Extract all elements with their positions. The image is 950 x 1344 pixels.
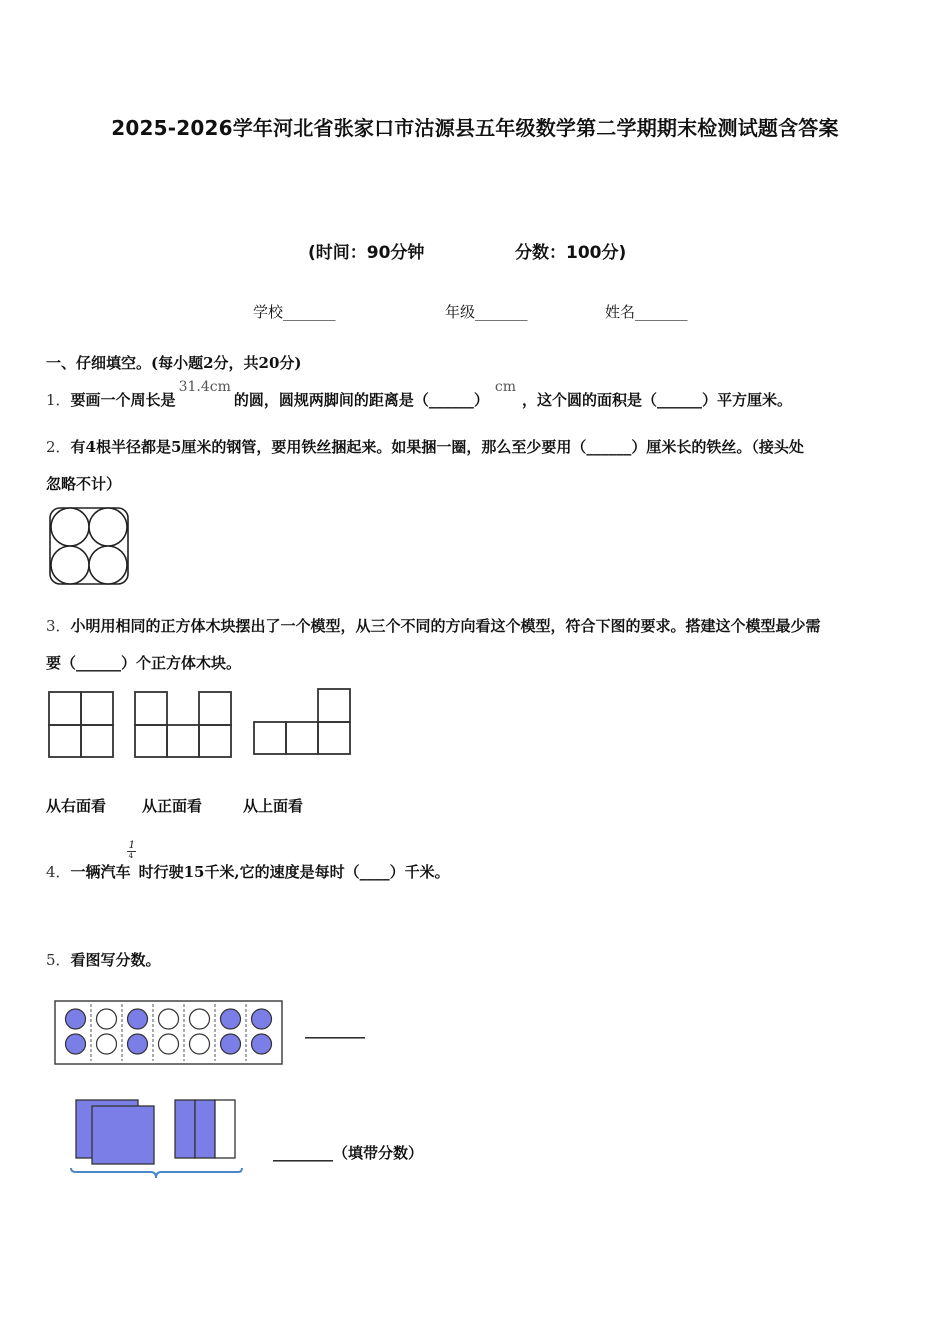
filled-circle bbox=[252, 1009, 272, 1029]
question-number: 2． bbox=[46, 438, 71, 456]
grade-field: 年级_______ bbox=[445, 303, 528, 321]
question-1 bbox=[46, 379, 793, 410]
right-view-grid bbox=[49, 692, 113, 757]
question-3-line-1 bbox=[46, 615, 821, 636]
square-part-shaded bbox=[175, 1100, 195, 1158]
question-2-line-2: 忽略不计） bbox=[46, 475, 122, 493]
q1-text-c: ，这个圆的面积是（______）平方厘米。 bbox=[522, 391, 793, 409]
view-label-top: 从上面看 bbox=[243, 797, 304, 815]
three-views-figure bbox=[46, 686, 356, 758]
question-number: 1． bbox=[46, 391, 71, 409]
page-title: 2025-2026学年河北省张家口市沽源县五年级数学第二学期期末检测试题含答案 bbox=[111, 116, 839, 140]
four-pipes-figure bbox=[46, 504, 132, 586]
q1-sup-unit: cm bbox=[494, 379, 516, 395]
empty-circle bbox=[97, 1009, 117, 1029]
question-4 bbox=[46, 840, 450, 882]
pipe-circle bbox=[89, 546, 127, 584]
brace bbox=[71, 1168, 242, 1178]
filled-circle bbox=[66, 1009, 86, 1029]
question-3-line-2: 要（______）个正方体木块。 bbox=[46, 654, 242, 672]
pipe-circle bbox=[51, 508, 89, 546]
whole-square-front bbox=[92, 1106, 154, 1164]
q4-text-a: 一辆汽车 bbox=[70, 863, 131, 881]
q1-text-b: 的圆，圆规两脚间的距离是（______） bbox=[233, 391, 489, 409]
empty-circle bbox=[159, 1009, 179, 1029]
question-number: 3． bbox=[46, 617, 71, 635]
front-view-grid bbox=[135, 692, 231, 757]
square-part-empty bbox=[215, 1100, 235, 1158]
filled-circle bbox=[66, 1034, 86, 1054]
filled-circle bbox=[221, 1009, 241, 1029]
q5-text: 看图写分数。 bbox=[70, 951, 161, 969]
exam-time: (时间：90分钟 bbox=[308, 243, 425, 263]
section-heading: 一、仔细填空。(每小题2分，共20分) bbox=[46, 354, 302, 372]
question-number: 5． bbox=[46, 951, 71, 969]
question-number: 4． bbox=[46, 863, 71, 881]
name-field: 姓名_______ bbox=[605, 303, 688, 321]
view-label-front: 从正面看 bbox=[142, 797, 203, 815]
fraction-denominator: 4 bbox=[128, 852, 134, 860]
filled-circle bbox=[128, 1009, 148, 1029]
square-part-shaded bbox=[195, 1100, 215, 1158]
empty-circle bbox=[190, 1034, 210, 1054]
question-5 bbox=[46, 949, 161, 970]
q1-sup-circumference: 31.4cm bbox=[178, 379, 231, 395]
pipe-circle bbox=[89, 508, 127, 546]
empty-circle bbox=[159, 1034, 179, 1054]
filled-circle bbox=[252, 1034, 272, 1054]
pipe-circle bbox=[51, 546, 89, 584]
q3-text: 小明用相同的正方体木块摆出了一个模型，从三个不同的方向看这个模型，符合下图的要求。搭建这个模型最少需 bbox=[70, 617, 821, 635]
answer-blank-1: ________ bbox=[305, 1021, 365, 1039]
q1-text-a: 要画一个周长是 bbox=[70, 391, 176, 409]
view-label-right: 从右面看 bbox=[46, 797, 107, 815]
answer-blank-2: ________（填带分数） bbox=[273, 1144, 424, 1162]
filled-circle bbox=[221, 1034, 241, 1054]
q4-fraction bbox=[128, 840, 139, 877]
empty-circle bbox=[97, 1034, 117, 1054]
question-2-line-1 bbox=[46, 436, 804, 457]
filled-circle bbox=[128, 1034, 148, 1054]
fraction-numerator: 1 bbox=[128, 840, 135, 851]
q2-text: 有4根半径都是5厘米的钢管，要用铁丝捆起来。如果捆一圈，那么至少要用（______）厘米长的铁丝。（接头处 bbox=[70, 438, 804, 456]
exam-score: 分数：100分) bbox=[515, 243, 627, 263]
empty-circle bbox=[190, 1009, 210, 1029]
top-view-grid bbox=[254, 689, 350, 754]
q4-text-b: 时行驶15千米,它的速度是每时（____）千米。 bbox=[138, 863, 450, 881]
squares-fraction-figure bbox=[68, 1096, 244, 1184]
circles-fraction-figure bbox=[54, 1000, 284, 1066]
school-field: 学校_______ bbox=[253, 303, 336, 321]
